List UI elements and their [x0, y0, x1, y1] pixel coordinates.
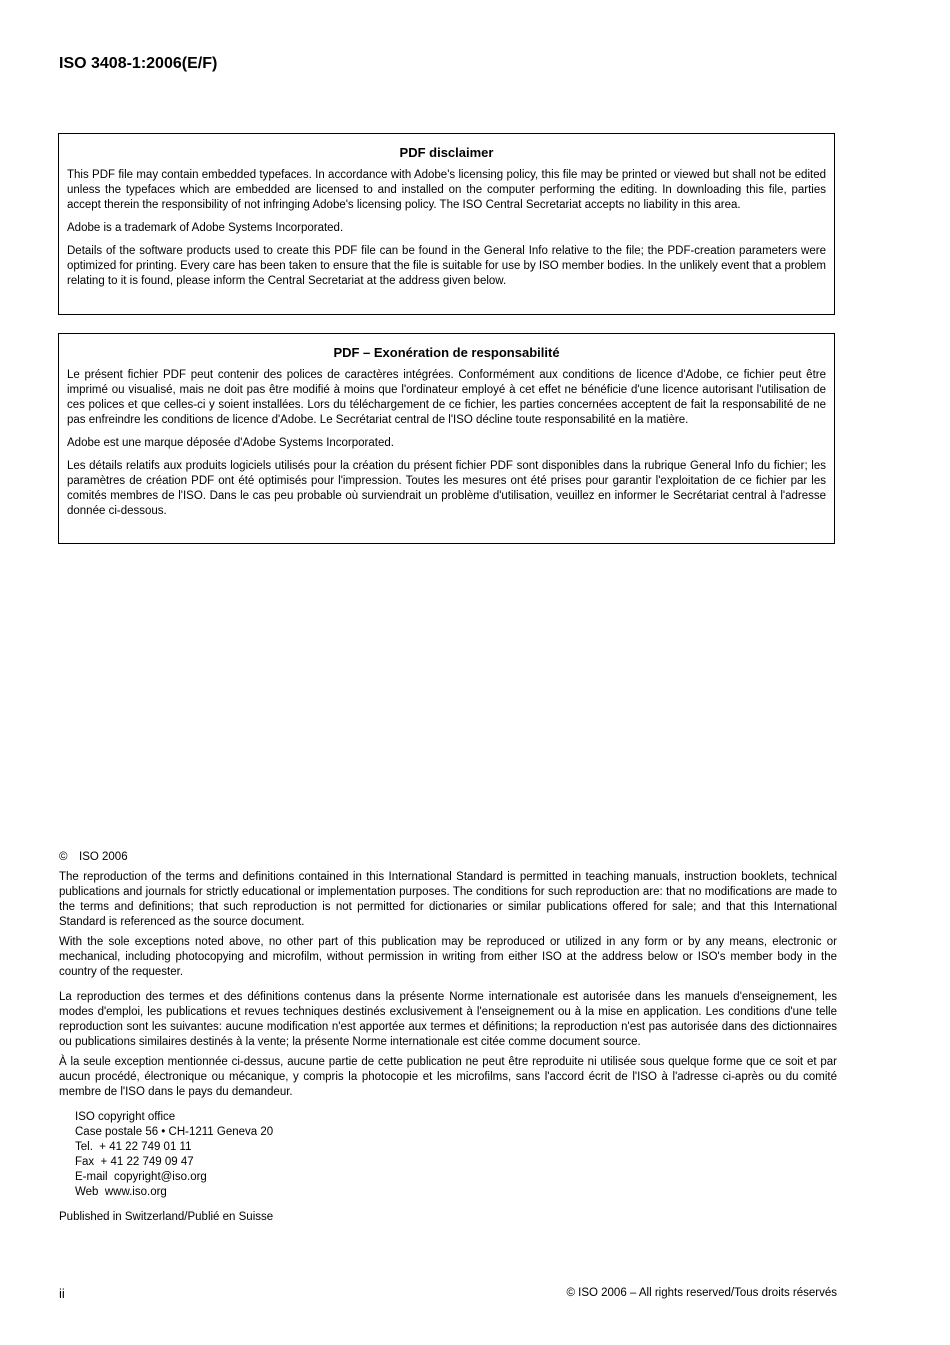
pdf-disclaimer-box-en — [58, 133, 835, 315]
disclaimer-paragraph: This PDF file may contain embedded typefaces. In accordance with Adobe's licensing policy, this file may be printed or viewed but shall not be edited unless the typefaces which are embedded are licensed to and installed on the computer performing the editing. In downloading this file, parties accept therein the responsibility of not infringing Adobe's licensing policy. The ISO Central Secretariat accepts no liability in this area. — [67, 169, 826, 211]
copyright-notice — [59, 850, 837, 1225]
page-number: ii — [59, 1286, 65, 1301]
address-email: E-mail copyright@iso.org — [75, 1171, 207, 1183]
copyright-line — [59, 850, 837, 865]
disclaimer-paragraph: Les détails relatifs aux produits logiciels utilisés pour la création du présent fichier PDF sont disponibles dans la rubrique General Info du fichier; les paramètres de création PDF ont été optimisés pour l'impression. Toutes les mesures ont été prises pour garantir l'exploitation de ce fichier par les comités membres de l'ISO. Dans le cas peu probable où surviendrait un problème d'utilisation, veuillez en informer le Secrétariat central à l'adresse donnée ci-dessous. — [67, 460, 826, 517]
address-line: Case postale 56 • CH-1211 Geneva 20 — [75, 1126, 274, 1138]
disclaimer-paragraph: Details of the software products used to create this PDF file can be found in the General Info relative to the file; the PDF-creation parameters were optimized for printing. Every care has been taken to ensure that the file is suitable for use by ISO member bodies. In the unlikely event that a problem relating to it is found, please inform the Central Secretariat at the address given below. — [67, 245, 826, 287]
copyright-paragraph: La reproduction des termes et des définitions contenus dans la présente Norme internationale est autorisée dans les manuels d'enseignement, les modes d'emploi, les publications et revues techniques destinés exclusivement à l'enseignement ou à la mise en application. Les conditions d'une telle reproduction sont les suivantes: aucune modification n'est apportée aux termes et définitions; la reproduction n'est pas autorisée dans des dictionnaires ou publications similaires destinés à la vente; la présente Norme internationale est citée comme document source. — [59, 991, 837, 1048]
address-line: ISO copyright office — [75, 1111, 176, 1123]
copyright-symbol: © — [59, 851, 68, 863]
disclaimer-title-fr: PDF – Exonération de responsabilité — [333, 345, 560, 360]
disclaimer-paragraph: Adobe is a trademark of Adobe Systems Incorporated. — [67, 222, 344, 234]
copyright-office-address — [75, 1110, 837, 1200]
copyright-paragraph: À la seule exception mentionnée ci-dessus, aucune partie de cette publication ne peut être reproduite ni utilisée sous quelque forme que ce soit et par aucun procédé, électronique ou mécanique, y compris la photocopie et les microfilms, sans l'accord écrit de l'ISO à l'adresse ci-après ou du comité membre de l'ISO dans le pays du demandeur. — [59, 1056, 837, 1098]
copyright-paragraph: With the sole exceptions noted above, no other part of this publication may be reproduced or utilized in any form or by any means, electronic or mechanical, including photocopying and microfilm, without permission in writing from either ISO at the address below or ISO's member body in the country of the requester. — [59, 936, 837, 978]
footer-copyright: © ISO 2006 – All rights reserved/Tous droits réservés — [566, 1287, 837, 1299]
disclaimer-title-en: PDF disclaimer — [399, 145, 494, 160]
address-web: Web www.iso.org — [75, 1186, 167, 1198]
pdf-disclaimer-box-fr — [58, 333, 835, 544]
published-in: Published in Switzerland/Publié en Suisse — [59, 1211, 274, 1223]
address-line: Fax + 41 22 749 09 47 — [75, 1156, 194, 1168]
disclaimer-paragraph: Le présent fichier PDF peut contenir des polices de caractères intégrées. Conformément aux conditions de licence d'Adobe, ce fichier peut être imprimé ou visualisé, mais ne doit pas être modifié à moins que l'ordinateur employé à cet effet ne bénéficie d'une licence autorisant l'utilisation de ces polices et que celles-ci y soient installées. Lors du téléchargement de ce fichier, les parties concernées acceptent de fait la responsabilité de ne pas enfreindre les conditions de licence d'Adobe. Le Secrétariat central de l'ISO décline toute responsabilité en la matière. — [67, 369, 826, 426]
address-line: Tel. + 41 22 749 01 11 — [75, 1141, 192, 1153]
disclaimer-paragraph: Adobe est une marque déposée d'Adobe Systems Incorporated. — [67, 437, 394, 449]
copyright-paragraph: The reproduction of the terms and definitions contained in this International Standard is permitted in teaching manuals, instruction booklets, technical publications and journals for strictly educational or implementation purposes. The conditions for such reproduction are: that no modifications are made to the terms and definitions; that such reproduction is not permitted for dictionaries or similar publications offered for sale; and that this International Standard is referenced as the source document. — [59, 871, 837, 928]
copyright-year: ISO 2006 — [79, 851, 128, 863]
document-id: ISO 3408-1:2006(E/F) — [59, 55, 218, 72]
